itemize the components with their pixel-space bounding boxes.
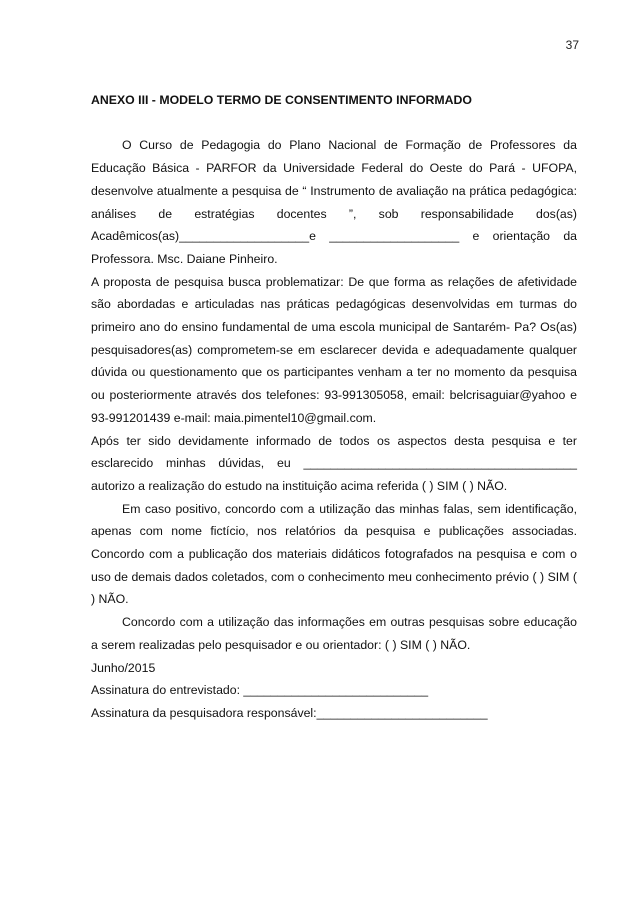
paragraph-intro: O Curso de Pedagogia do Plano Nacional de Formação de Professores da Educação Básica - PARFOR da Universidade Federal do Oeste do Pará - UFOPA, desenvolve atualmente a pesquisa de “ Instrumento de avaliação na prática pedagógica: análises de estratégias docentes ”, sob responsabilidade dos(as) Acadêmicos(as)___________________e ___________________ e orientação da Professora. Msc. Daiane Pinheiro. xyxy=(91,138,577,266)
paragraph-consent-research: Concordo com a utilização das informações em outras pesquisas sobre educação a serem realizadas pelo pesquisador e ou orientador: ( ) SIM ( ) NÃO. xyxy=(91,615,577,652)
document-body xyxy=(91,89,577,725)
paragraph-consent-speech: Em caso positivo, concordo com a utilização das minhas falas, sem identificação, apenas com nome fictício, nos relatórios da pesquisa e publicações associadas. Concordo com a publicação dos materiais didáticos fotografados na pesquisa e com o uso de demais dados coletados, com o conhecimento meu conhecimento prévio ( ) SIM ( ) NÃO. xyxy=(91,501,577,607)
page-number: 37 xyxy=(565,38,579,52)
signature-researcher-line: Assinatura da pesquisadora responsável:_________________________ xyxy=(91,705,488,720)
paragraph-proposal: A proposta de pesquisa busca problematizar: De que forma as relações de afetividade são abordadas e articuladas nas práticas pedagógicas desenvolvidas em turmas do primeiro ano do ensino fundamental de uma escola municipal de Santarém- Pa? Os(as) pesquisadores(as) comprometem-se em esclarecer devida e adequadamente qualquer dúvida ou questionamento que os participantes venham a ter no momento da pesquisa ou posteriormente através dos telefones: 93-991305058, email: belcrisaguiar@yahoo e 93-991201439 e-mail: maia.pimentel10@gmail.com. xyxy=(91,274,577,425)
document-date: Junho/2015 xyxy=(91,660,156,675)
document-title: ANEXO III - MODELO TERMO DE CONSENTIMENTO INFORMADO xyxy=(91,93,472,107)
paragraph-authorization: Após ter sido devidamente informado de todos os aspectos desta pesquisa e ter esclarecido minhas dúvidas, eu ________________________________________ autorizo a realização do estudo na instituição acima referida ( ) SIM ( ) NÃO. xyxy=(91,433,577,493)
signature-interviewee-line: Assinatura do entrevistado: ___________________________ xyxy=(91,683,429,698)
